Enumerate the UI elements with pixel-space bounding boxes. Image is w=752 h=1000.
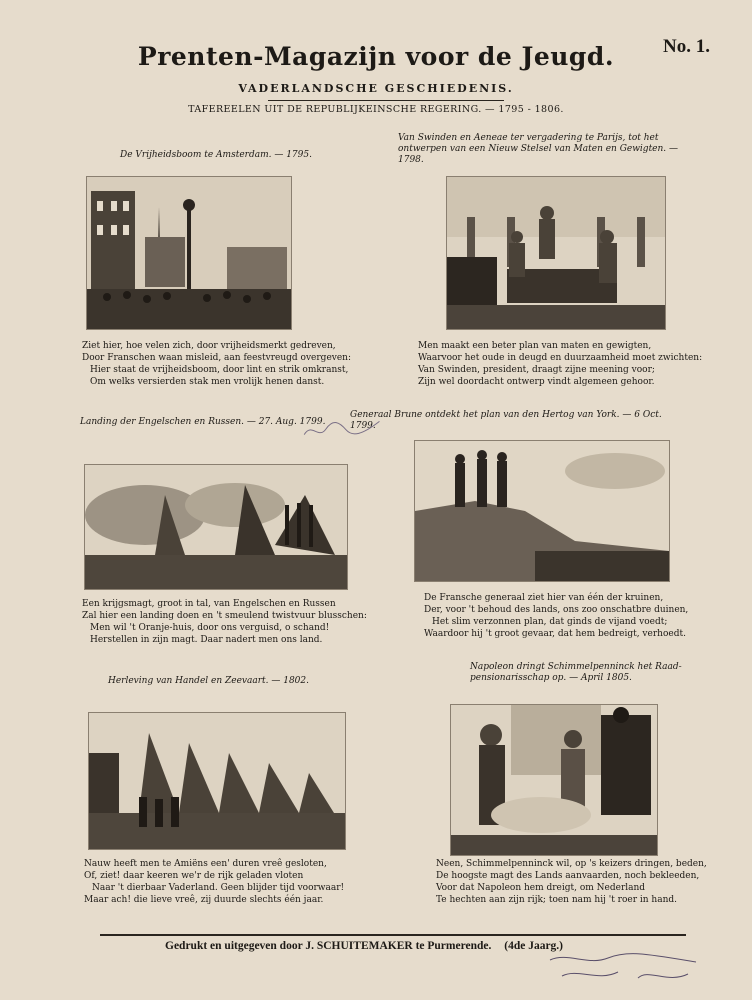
verse-line: Om welks versierden stak men vrolijk henen danst. [90, 377, 325, 387]
verse-line: Der, voor 't behoud des lands, ons zoo onschatbre duinen, [424, 605, 689, 615]
footer-rule [100, 934, 686, 936]
title-rule [268, 100, 504, 101]
verse-line: Maar ach! die lieve vreê, zij duurde slechts één jaar. [84, 895, 324, 905]
panel-1-caption: De Vrijheidsboom te Amsterdam. — 1795. [120, 150, 312, 160]
engraving-liberty-tree [86, 176, 292, 330]
panel-4-caption: Generaal Brune ontdekt het plan van den Hertog van York. — 6 Oct. 1799. [350, 410, 662, 431]
engraving-napoleon [450, 704, 658, 856]
verse-line: Men wil 't Oranje-huis, door ons verguisd, o schand! [90, 623, 330, 633]
engraving-landing [84, 464, 348, 590]
verse-line: Men maakt een beter plan van maten en gewigten, [418, 341, 652, 351]
engraving-trade-revival [88, 712, 346, 850]
verse-line: Het slim verzonnen plan, dat ginds de vijand voedt; [432, 617, 668, 627]
verse-line: Voor dat Napoleon hem dreigt, om Nederland [436, 883, 646, 893]
verse-line: Waardoor hij 't groot gevaar, dat hem bedreigt, verhoedt. [424, 629, 686, 639]
engraving-meeting-paris [446, 176, 666, 330]
handwritten-note-signature [301, 415, 383, 446]
verse-line: Van Swinden, president, draagt zijne meening voor; [418, 365, 655, 375]
volume-year: (4de Jaarg.) [504, 940, 563, 952]
verse-line: Neen, Schimmelpenninck wil, op 's keizers dringen, beden, [436, 859, 707, 869]
panel-2-caption: Van Swinden en Aeneae ter vergadering te Parijs, tot het ontwerpen van een Nieuw Stelsel van Maten en Gewigten. — 1798. [398, 133, 679, 165]
verse-line: De hoogste magt des Lands aanvaarden, noch bekleeden, [436, 871, 700, 881]
page-title: Prenten-Magazijn voor de Jeugd. [137, 42, 615, 71]
verse-line: De Fransche generaal ziet hier van één der kruinen, [424, 593, 664, 603]
panel-2-verse [418, 340, 702, 388]
subtitle: VADERLANDSCHE GESCHIEDENIS. [238, 82, 514, 95]
verse-line: Hier staat de vrijheidsboom, door lint en strik omkranst, [90, 365, 349, 375]
issue-number: No. 1. [663, 36, 710, 57]
verse-line: Nauw heeft men te Amiëns een' duren vreê gesloten, [84, 859, 327, 869]
panel-5-verse [84, 858, 344, 906]
verse-line: Ziet hier, hoe velen zich, door vrijheidsmerkt gedreven, [82, 341, 336, 351]
subtitle-period: TAFEREELEN UIT DE REPUBLIJKEINSCHE REGERING. — 1795 - 1806. [188, 104, 564, 115]
panel-4-verse [424, 592, 688, 640]
panel-3-caption: Landing der Engelschen en Russen. — 27. Aug. 1799. [80, 417, 326, 427]
verse-line: Zal hier een landing doen en 't smeulend twistvuur blusschen: [82, 611, 367, 621]
verse-line: Door Franschen waan misleid, aan feestvreugd overgeven: [82, 353, 352, 363]
verse-line: Zijn wel doordacht ontwerp vindt algemeen gehoor. [418, 377, 655, 387]
verse-line: Waarvoor het oude in deugd en duurzaamheid moet zwichten: [418, 353, 703, 363]
imprint-text: Gedrukt en uitgegeven door J. SCHUITEMAKER te Purmerende. [165, 940, 492, 952]
footer-imprint [165, 940, 563, 952]
engraving-brune [414, 440, 670, 582]
verse-line: Een krijgsmagt, groot in tal, van Engelschen en Russen [82, 599, 336, 609]
verse-line: Naar 't dierbaar Vaderland. Geen blijder tijd voorwaar! [92, 883, 345, 893]
verse-line: Of, ziet! daar keeren we'r de rijk geladen vloten [84, 871, 304, 881]
panel-5-caption: Herleving van Handel en Zeevaart. — 1802. [108, 676, 309, 686]
handwritten-note-archive [548, 950, 698, 993]
panel-6-caption: Napoleon dringt Schimmelpenninck het Raad-pensionarisschap op. — April 1805. [470, 662, 682, 683]
panel-6-verse [436, 858, 707, 906]
panel-3-verse [82, 598, 367, 646]
verse-line: Herstellen in zijn magt. Daar nadert men ons land. [90, 635, 323, 645]
verse-line: Te hechten aan zijn rijk; toen nam hij 't roer in hand. [436, 895, 678, 905]
panel-1-verse [82, 340, 351, 388]
